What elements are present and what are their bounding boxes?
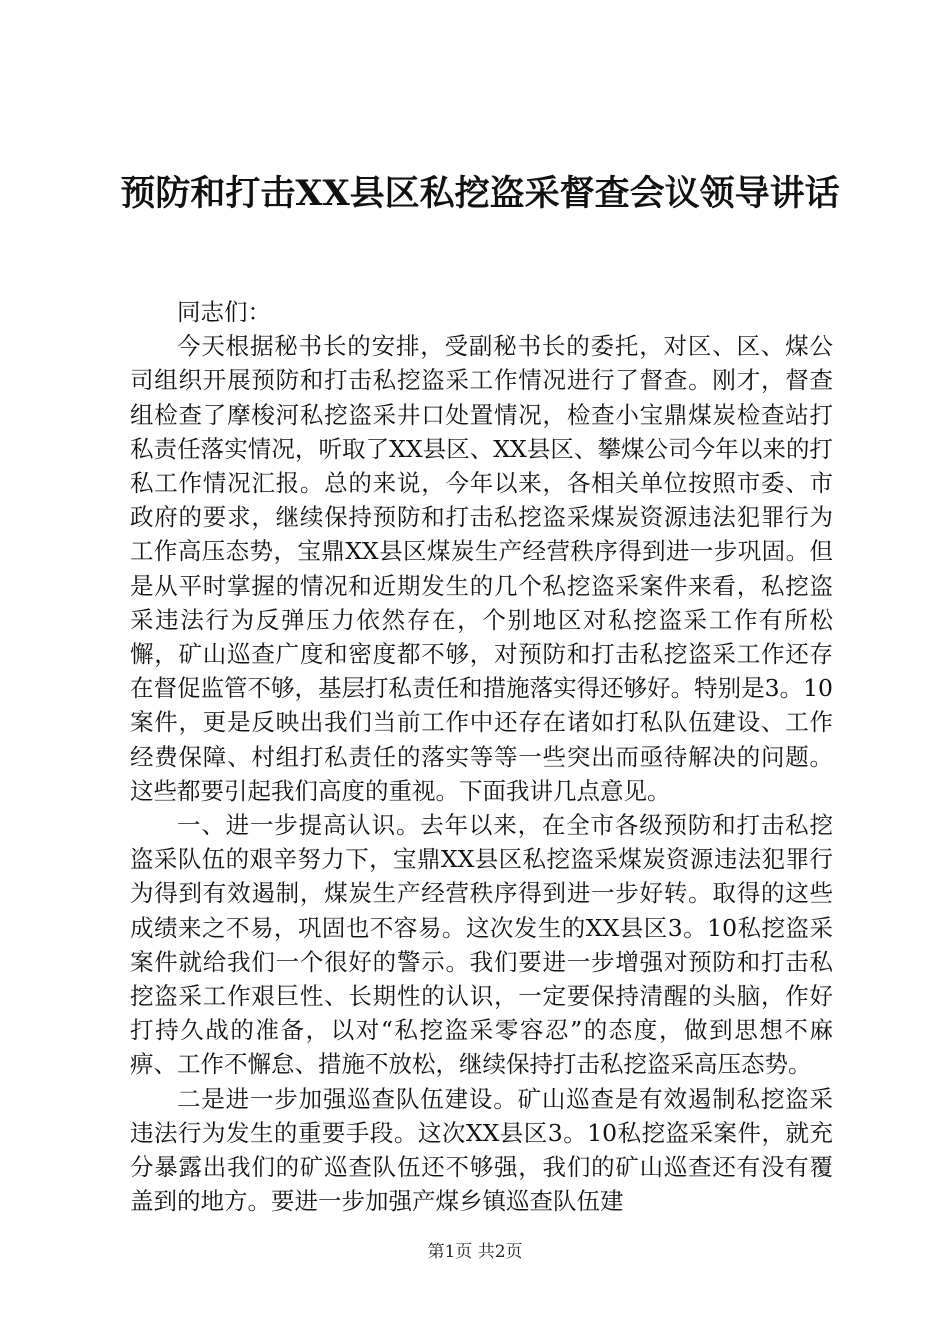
intro-paragraph: 今天根据秘书长的安排，受副秘书长的委托，对区、区、煤公司组织开展预防和打击私挖盗采工作情况进行了督查。刚才，督查组检查了摩梭河私挖盗采井口处置情况，检查小宝鼎煤炭检查站打私责任落实情况，听取了XX县区、XX县区、攀煤公司今年以来的打私工作情况汇报。总的来说，今年以来，各相关单位按照市委、市政府的要求，继续保持预防和打击私挖盗采煤炭资源违法犯罪行为工作高压态势，宝鼎XX县区煤炭生产经营秩序得到进一步巩固。但是从平时掌握的情况和近期发生的几个私挖盗采案件来看，私挖盗采违法行为反弹压力依然存在，个别地区对私挖盗采工作有所松懈，矿山巡查广度和密度都不够，对预防和打击私挖盗采工作还存在督促监管不够，基层打私责任和措施落实得还够好。特别是3。10案件，更是反映出我们当前工作中还存在诸如打私队伍建设、工作经费保障、村组打私责任的落实等等一些突出而亟待解决的问题。这些都要引起我们高度的重视。下面我讲几点意见。 [130,332,833,805]
document-title: 预防和打击XX县区私挖盗采督查会议领导讲话 [120,173,840,214]
point-one-paragraph: 一、进一步提高认识。去年以来，在全市各级预防和打击私挖盗采队伍的艰辛努力下，宝鼎XX县区私挖盗采煤炭资源违法犯罪行为得到有效遏制，煤炭生产经营秩序得到进一步好转。取得的这些成绩来之不易，巩固也不容易。这次发生的XX县区3。10私挖盗采案件就给我们一个很好的警示。我们要进一步增强对预防和打击私挖盗采工作艰巨性、长期性的认识，一定要保持清醒的头脑，作好打持久战的准备，以对“私挖盗采零容忍”的态度，做到思想不麻痹、工作不懈怠、措施不放松，继续保持打击私挖盗采高压态势。 [130,811,833,1079]
point-two-paragraph: 二是进一步加强巡查队伍建设。矿山巡查是有效遏制私挖盗采违法行为发生的重要手段。这次XX县区3。10私挖盗采案件，就充分暴露出我们的矿巡查队伍还不够强，我们的矿山巡查还有没有覆盖到的地方。要进一步加强产煤乡镇巡查队伍建 [130,1084,833,1216]
salutation-paragraph: 同志们： [177,298,271,326]
document-body [130,295,833,1218]
page-number-footer: 第1页 共2页 [427,1242,523,1262]
